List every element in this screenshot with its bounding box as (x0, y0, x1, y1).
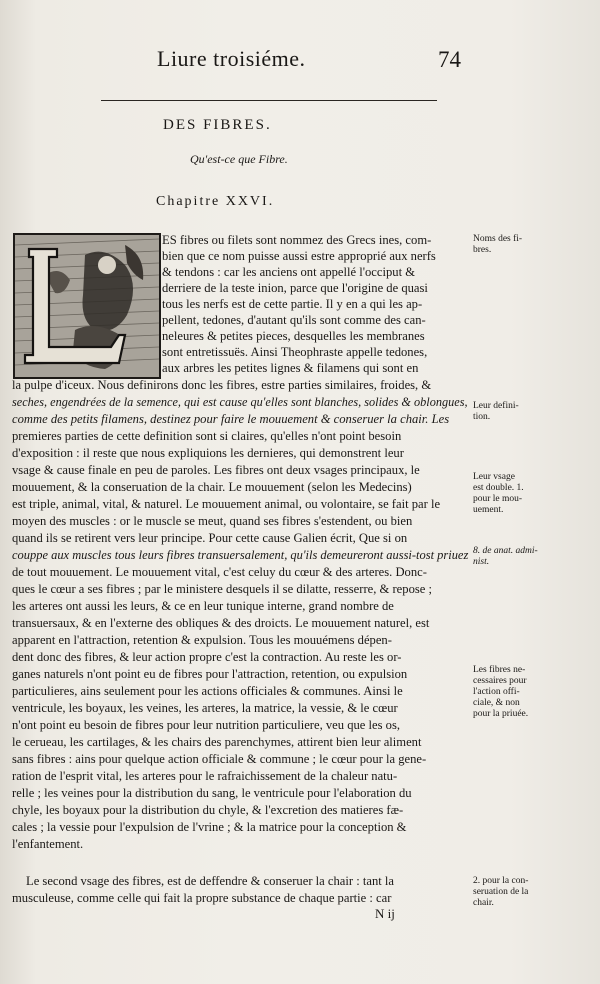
text-line: les arteres ont aussi les leurs, & ce en leur tunique interne, grand nombre de (12, 599, 394, 613)
text-line: particulieres, ains seulement pour les actions officiales & communes. Ainsi le (12, 684, 403, 698)
margin-note-conservation (473, 876, 573, 909)
margin-note-line: Noms des fi- (473, 234, 523, 244)
margin-note-galien-reference (473, 546, 573, 568)
margin-note-line: est double. 1. (473, 483, 524, 493)
text-line: d'exposition : il reste que nous expliquions les dernieres, qui demonstrent leur (12, 446, 404, 460)
text-line: sans fibres : ains pour quelque action officiale & commune ; le cœur pour la gene- (12, 752, 427, 766)
signature-mark: N ij (375, 906, 395, 921)
text-line: dent donc des fibres, & leur action propre c'est la contraction. Au reste les or- (12, 650, 402, 664)
margin-note-necessaires (473, 665, 573, 720)
text-line: mouuement, & la conseruation de la chair. Le mouuement (selon les Medecins) (12, 480, 412, 494)
page-number: 74 (438, 47, 461, 72)
text-line: la pulpe d'iceux. Nous definirons donc les fibres, estre parties similaires, froides, & (12, 378, 432, 392)
text-line: ganes naturels n'ont point eu de fibres pour l'attraction, retention, ou expulsion (12, 667, 408, 681)
margin-note-line: ciale, & non (473, 698, 520, 708)
margin-note-line: 2. pour la con- (473, 876, 529, 886)
text-line: comme des petits filamens, destinez pour faire le mouuement & conseruer la chair. Les (12, 412, 450, 426)
text-line: bien que ce nom puisse aussi estre approprié aux nerfs (162, 249, 436, 263)
text-line: & tendons : car les anciens ont appellé l'occiput & (162, 265, 416, 279)
margin-note-line: Leur defini- (473, 401, 519, 411)
text-line: cales ; la vessie pour l'expulsion de l'vrine ; & la matrice pour la conception & (12, 820, 407, 834)
decorated-initial-l-illustration (13, 233, 161, 379)
margin-note-line: chair. (473, 898, 494, 908)
text-line: derriere de la teste inion, parce que l'origine de quasi (162, 281, 428, 295)
chapter-heading: Chapitre XXVI. (156, 194, 275, 209)
margin-note-usage (473, 472, 573, 516)
text-line: ES fibres ou filets sont nommez des Grecs ines, com- (162, 233, 432, 247)
margin-note-line: pour la priuée. (473, 709, 529, 719)
text-line: tous les nerfs est de cette partie. Il y en a qui les ap- (162, 297, 423, 311)
text-line: Le second vsage des fibres, est de deffendre & conseruer la chair : tant la (26, 874, 394, 888)
text-line: n'ont point eu besoin de fibres pour leur nutrition particuliere, veu que les os, (12, 718, 401, 732)
text-line: premieres parties de cette definition sont si claires, qu'elles n'ont point besoin (12, 429, 402, 443)
text-line: ques le cœur a ses fibres ; par le ministere desquels il se dilatte, resserre, & repose ; (12, 582, 433, 596)
text-line: de tout mouuement. Le mouuement vital, c'est celuy du cœur & des arteres. Donc- (12, 565, 427, 579)
text-line: l'enfantement. (12, 837, 84, 851)
text-line: musculeuse, comme celle qui fait la propre substance de chaque partie : car (12, 891, 392, 905)
margin-note-noms (473, 234, 573, 256)
margin-note-line: Les fibres ne- (473, 665, 526, 675)
text-line: neleures & petites pieces, desquelles les membranes (162, 329, 425, 343)
margin-note-line: l'action offi- (473, 687, 520, 697)
text-line: est triple, animal, vital, & naturel. Le mouuement animal, ou volontaire, se fait par le (12, 497, 441, 511)
text-line: quand ils se retirent vers leur principe. Pour cette cause Galien écrit, Que si on (12, 531, 408, 545)
text-line: relle ; les veines pour la distribution du sang, le ventricule pour l'elaboration du (12, 786, 412, 800)
margin-note-definition (473, 401, 573, 423)
text-line: transuersaux, & en l'externe des obliques & des droicts. Le mouuement naturel, est (12, 616, 430, 630)
text-line: sont entretissuës. Ainsi Theophraste appelle tedones, (162, 345, 428, 359)
text-line: le cerueau, les cartilages, & les chairs des parenchymes, attirent bien leur aliment (12, 735, 422, 749)
margin-note-line: bres. (473, 245, 492, 255)
header-rule (101, 100, 437, 101)
text-line: aux arbres les petites lignes & filamens qui sont en (162, 361, 419, 375)
margin-note-line: uement. (473, 505, 504, 515)
margin-note-line: 8. de anat. admi- (473, 546, 538, 556)
text-line: ventricule, les boyaux, les veines, les arteres, la matrice, la vessie, & le cœur (12, 701, 398, 715)
text-line: couppe aux muscles tous leurs fibres transuersalement, qu'ils demeureront aussi-tost priuez (12, 548, 469, 562)
text-line: moyen des muscles : or le muscle se meut, quand ses fibres s'estendent, ou bien (12, 514, 413, 528)
margin-note-line: cessaires pour (473, 676, 527, 686)
margin-note-line: tion. (473, 412, 491, 422)
margin-note-line: Leur vsage (473, 472, 515, 482)
running-head: Liure troisiéme. (157, 46, 306, 71)
margin-note-line: pour le mou- (473, 494, 523, 504)
section-subtitle: Qu'est-ce que Fibre. (190, 152, 288, 166)
margin-note-line: seruation de la (473, 887, 529, 897)
text-line: seches, engendrées de la semence, qui est cause qu'elles sont blanches, solides & oblongues, (12, 395, 468, 409)
section-title: DES FIBRES. (163, 117, 272, 133)
text-line: pellent, tedones, d'autant qu'ils sont comme des can- (162, 313, 426, 327)
margin-note-line: nist. (473, 557, 490, 567)
text-line: apparent en l'attraction, retention & expulsion. Tous les mouuémens dépen- (12, 633, 392, 647)
text-line: chyle, les boyaux pour la distribution du chyle, & l'excretion des matieres fæ- (12, 803, 404, 817)
text-line: vsage & cause finale en peu de paroles. Les fibres ont deux vsages principaux, le (12, 463, 420, 477)
text-line: ration de l'esprit vital, les arteres pour le rafraichissement de la chaleur natu- (12, 769, 398, 783)
